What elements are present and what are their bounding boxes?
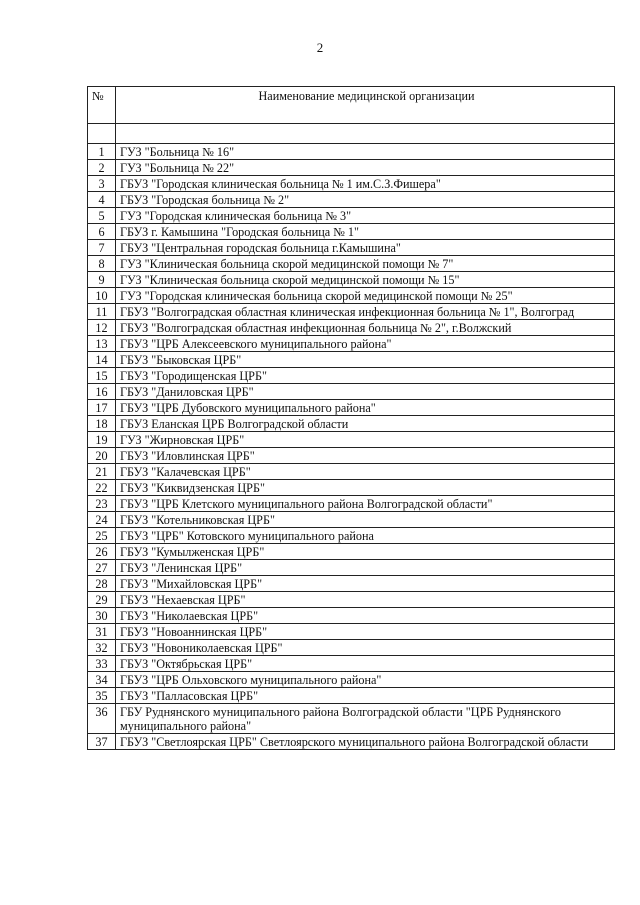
row-number: 20 — [88, 448, 116, 464]
organization-name: ГБУ Руднянского муниципального района Волгоградской области "ЦРБ Руднянского муниципального района" — [116, 704, 615, 734]
row-number: 14 — [88, 352, 116, 368]
table-row — [88, 576, 615, 592]
row-number: 36 — [88, 704, 116, 734]
row-number: 29 — [88, 592, 116, 608]
table-row — [88, 208, 615, 224]
organization-name: ГБУЗ "Котельниковская ЦРБ" — [116, 512, 615, 528]
organization-name: ГБУЗ "Новоаннинская ЦРБ" — [116, 624, 615, 640]
table-row — [88, 176, 615, 192]
table-row — [88, 272, 615, 288]
organization-name: ГУЗ "Клиническая больница скорой медицинской помощи № 15" — [116, 272, 615, 288]
table-row — [88, 144, 615, 160]
row-number: 31 — [88, 624, 116, 640]
row-number: 3 — [88, 176, 116, 192]
organization-name: ГБУЗ "Городская больница № 2" — [116, 192, 615, 208]
row-number: 24 — [88, 512, 116, 528]
organization-name: ГБУЗ "Ленинская ЦРБ" — [116, 560, 615, 576]
empty-spacer-row — [88, 124, 615, 144]
organization-name: ГУЗ "Больница № 16" — [116, 144, 615, 160]
organization-name: ГБУЗ "ЦРБ Алексеевского муниципального района" — [116, 336, 615, 352]
organization-name: ГБУЗ "ЦРБ" Котовского муниципального района — [116, 528, 615, 544]
row-number: 6 — [88, 224, 116, 240]
row-number: 12 — [88, 320, 116, 336]
table-row — [88, 624, 615, 640]
organization-name: ГБУЗ "Новониколаевская ЦРБ" — [116, 640, 615, 656]
row-number: 23 — [88, 496, 116, 512]
row-number: 28 — [88, 576, 116, 592]
row-number: 5 — [88, 208, 116, 224]
row-number: 27 — [88, 560, 116, 576]
row-number: 30 — [88, 608, 116, 624]
table-row — [88, 608, 615, 624]
table-row — [88, 512, 615, 528]
organization-name: ГБУЗ "Центральная городская больница г.Камышина" — [116, 240, 615, 256]
organization-name: ГБУЗ "Волгоградская областная клиническая инфекционная больница № 1", Волгоград — [116, 304, 615, 320]
organization-name: ГБУЗ "Городищенская ЦРБ" — [116, 368, 615, 384]
organization-name: ГУЗ "Больница № 22" — [116, 160, 615, 176]
table-row — [88, 704, 615, 734]
table-row — [88, 480, 615, 496]
header-organization-name: Наименование медицинской организации — [116, 87, 615, 124]
row-number: 15 — [88, 368, 116, 384]
organization-name: ГБУЗ "Иловлинская ЦРБ" — [116, 448, 615, 464]
row-number: 17 — [88, 400, 116, 416]
organization-name: ГБУЗ г. Камышина "Городская больница № 1" — [116, 224, 615, 240]
table-row — [88, 192, 615, 208]
table-row — [88, 416, 615, 432]
organization-name: ГУЗ "Городская клиническая больница скорой медицинской помощи № 25" — [116, 288, 615, 304]
spacer-cell — [88, 124, 116, 144]
organization-name: ГБУЗ "Киквидзенская ЦРБ" — [116, 480, 615, 496]
organization-name: ГБУЗ "Николаевская ЦРБ" — [116, 608, 615, 624]
table-row — [88, 352, 615, 368]
table-row — [88, 496, 615, 512]
organization-name: ГБУЗ "Нехаевская ЦРБ" — [116, 592, 615, 608]
organization-name: ГБУЗ Еланская ЦРБ Волгоградской области — [116, 416, 615, 432]
table-row — [88, 240, 615, 256]
organization-name: ГУЗ "Жирновская ЦРБ" — [116, 432, 615, 448]
table-row — [88, 288, 615, 304]
row-number: 34 — [88, 672, 116, 688]
row-number: 33 — [88, 656, 116, 672]
table-row — [88, 224, 615, 240]
row-number: 4 — [88, 192, 116, 208]
organization-name: ГБУЗ "Октябрьская ЦРБ" — [116, 656, 615, 672]
organization-name: ГБУЗ "Даниловская ЦРБ" — [116, 384, 615, 400]
row-number: 11 — [88, 304, 116, 320]
row-number: 10 — [88, 288, 116, 304]
header-number: № — [88, 87, 116, 124]
row-number: 13 — [88, 336, 116, 352]
table-row — [88, 384, 615, 400]
row-number: 2 — [88, 160, 116, 176]
table-row — [88, 368, 615, 384]
table-row — [88, 656, 615, 672]
table-row — [88, 672, 615, 688]
table-row — [88, 560, 615, 576]
row-number: 26 — [88, 544, 116, 560]
organization-name: ГБУЗ "Светлоярская ЦРБ" Светлоярского муниципального района Волгоградской области — [116, 734, 615, 750]
row-number: 32 — [88, 640, 116, 656]
table-row — [88, 336, 615, 352]
table-row — [88, 528, 615, 544]
table-row — [88, 592, 615, 608]
organization-name: ГБУЗ "Палласовская ЦРБ" — [116, 688, 615, 704]
organization-name: ГБУЗ "Городская клиническая больница № 1 им.С.З.Фишера" — [116, 176, 615, 192]
table-row — [88, 688, 615, 704]
table-row — [88, 432, 615, 448]
table-row — [88, 400, 615, 416]
row-number: 16 — [88, 384, 116, 400]
row-number: 1 — [88, 144, 116, 160]
page-number: 2 — [316, 40, 324, 55]
organization-name: ГБУЗ "ЦРБ Клетского муниципального района Волгоградской области" — [116, 496, 615, 512]
organization-name: ГБУЗ "ЦРБ Ольховского муниципального района" — [116, 672, 615, 688]
table-row — [88, 544, 615, 560]
table-header-row — [88, 87, 615, 124]
row-number: 8 — [88, 256, 116, 272]
organization-name: ГБУЗ "Быковская ЦРБ" — [116, 352, 615, 368]
organizations-table-body — [88, 124, 615, 750]
row-number: 18 — [88, 416, 116, 432]
organization-name: ГБУЗ "Калачевская ЦРБ" — [116, 464, 615, 480]
row-number: 7 — [88, 240, 116, 256]
row-number: 37 — [88, 734, 116, 750]
row-number: 9 — [88, 272, 116, 288]
spacer-cell — [116, 124, 615, 144]
table-row — [88, 320, 615, 336]
row-number: 21 — [88, 464, 116, 480]
row-number: 22 — [88, 480, 116, 496]
organization-name: ГУЗ "Клиническая больница скорой медицинской помощи № 7" — [116, 256, 615, 272]
table-row — [88, 256, 615, 272]
row-number: 19 — [88, 432, 116, 448]
table-row — [88, 304, 615, 320]
organizations-table — [87, 86, 615, 750]
table-row — [88, 640, 615, 656]
row-number: 35 — [88, 688, 116, 704]
organization-name: ГБУЗ "Кумылженская ЦРБ" — [116, 544, 615, 560]
organization-name: ГБУЗ "ЦРБ Дубовского муниципального района" — [116, 400, 615, 416]
organization-name: ГБУЗ "Михайловская ЦРБ" — [116, 576, 615, 592]
table-row — [88, 464, 615, 480]
table-row — [88, 448, 615, 464]
organization-name: ГУЗ "Городская клиническая больница № 3" — [116, 208, 615, 224]
table-row — [88, 160, 615, 176]
row-number: 25 — [88, 528, 116, 544]
table-row — [88, 734, 615, 750]
organization-name: ГБУЗ "Волгоградская областная инфекционная больница № 2", г.Волжский — [116, 320, 615, 336]
